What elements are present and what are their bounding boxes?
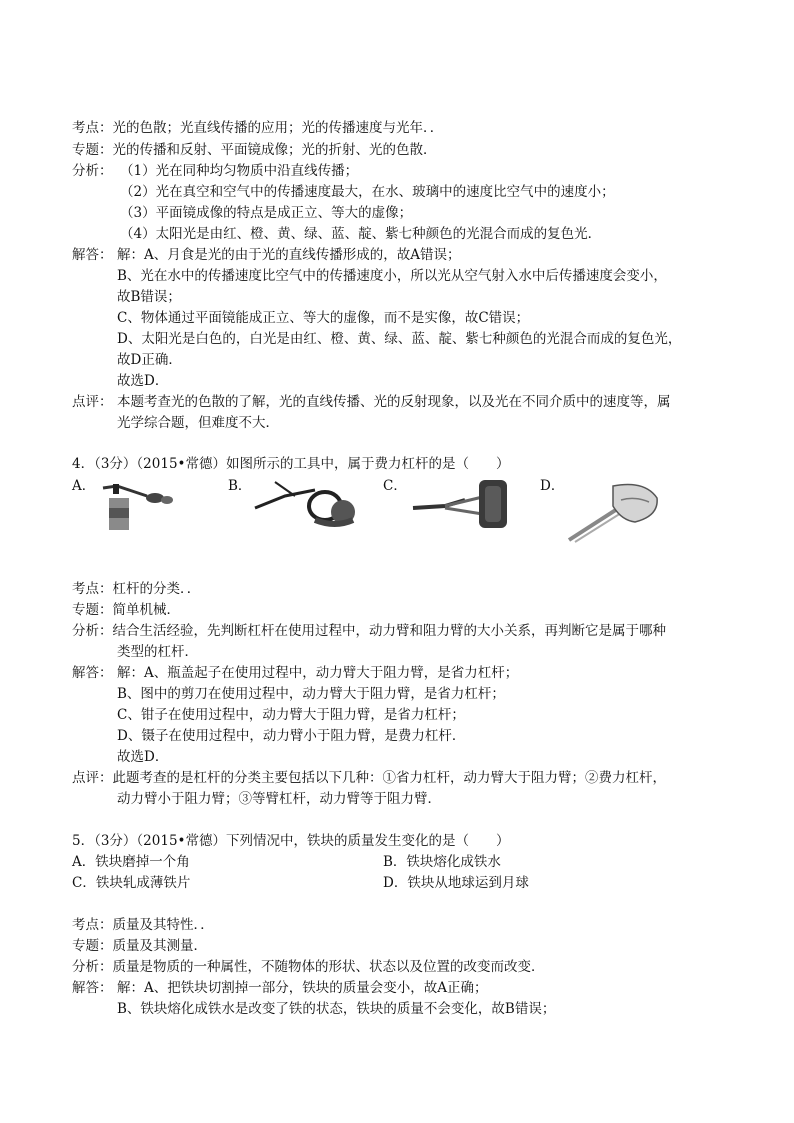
q4-jieda-line: B、图中的剪刀在使用过程中，动力臂大于阻力臂，是省力杠杆；	[117, 686, 505, 702]
q5-zhuanti: 专题：质量及其测量．	[72, 938, 207, 954]
q3-jieda-line: D、太阳光是白色的，白光是由红、橙、黄、绿、蓝、靛、紫七种颜色的光混合而成的复色光，	[117, 331, 682, 347]
q4-option-d-label: D．	[540, 478, 565, 494]
q3-fenxi-label: 分析：	[72, 163, 113, 179]
q4-zhuanti: 专题：简单机械．	[72, 602, 180, 618]
q4-jieda-line: 解：A、瓶盖起子在使用过程中，动力臂大于阻力臂，是省力杠杆；	[117, 665, 519, 681]
q4-jieda-line: C、钳子在使用过程中，动力臂大于阻力臂，是省力杠杆；	[117, 707, 465, 723]
q3-fenxi-line: （2）光在真空和空气中的传播速度最大，在水、玻璃中的速度比空气中的速度小；	[120, 184, 615, 200]
q5-jieda-line: B、铁块熔化成铁水是改变了铁的状态，铁块的质量不会变化，故B错误；	[117, 1001, 556, 1017]
q3-dianping-label: 点评：	[72, 394, 113, 410]
q5-option-c: C．铁块轧成薄铁片	[72, 875, 191, 891]
q3-fenxi-line: （3）平面镜成像的特点是成正立、等大的虚像；	[120, 205, 413, 221]
q5-option-a: A．铁块磨掉一个角	[72, 854, 190, 870]
scissors-image	[245, 476, 360, 534]
q3-fenxi-line: （4）太阳光是由红、橙、黄、绿、蓝、靛、紫七种颜色的光混合而成的复色光．	[120, 226, 602, 242]
q4-dianping-line: 点评：此题考查的是杠杆的分类主要包括以下几种：①省力杠杆，动力臂大于阻力臂；②费力杠杆，	[72, 770, 666, 786]
pliers-image	[405, 476, 520, 534]
q3-dianping-line: 本题考查光的色散的了解，光的直线传播、光的反射现象，以及光在不同介质中的速度等，属	[117, 394, 671, 410]
q4-option-c-label: C．	[383, 478, 407, 494]
q4-jieda-label: 解答：	[72, 665, 113, 681]
q3-fenxi-line: （1）光在同种均匀物质中沿直线传播；	[120, 163, 359, 179]
q3-kaodian: 考点：光的色散；光直线传播的应用；光的传播速度与光年．．	[72, 120, 444, 136]
q4-kaodian: 考点：杠杆的分类．．	[72, 581, 201, 597]
q5-kaodian: 考点：质量及其特性．．	[72, 917, 214, 933]
q4-fenxi-line: 分析：结合生活经验，先判断杠杆在使用过程中，动力臂和阻力臂的大小关系，再判断它是属于哪种	[72, 623, 666, 639]
q5-jieda-line: 解：A、把铁块切割掉一部分，铁块的质量会变小，故A正确；	[117, 980, 488, 996]
q3-jieda-line: B、光在水中的传播速度比空气中的传播速度小，所以光从空气射入水中后传播速度会变小，	[117, 268, 667, 284]
q5-jieda-label: 解答：	[72, 980, 113, 996]
q5-stem: 5．（3分）（2015•常德）下列情况中，铁块的质量发生变化的是（ ）	[72, 833, 510, 849]
q3-jieda-label: 解答：	[72, 247, 113, 263]
q4-dianping-line: 动力臂小于阻力臂；③等臂杠杆，动力臂等于阻力臂．	[117, 791, 441, 807]
q3-jieda-line: 故选D．	[117, 373, 169, 389]
q4-stem: 4．（3分）（2015•常德）如图所示的工具中，属于费力杠杆的是（ ）	[72, 456, 510, 472]
bottle-opener-image	[95, 476, 185, 534]
q4-option-b-label: B．	[228, 478, 252, 494]
q4-jieda-line: 故选D．	[117, 749, 169, 765]
tweezers-image	[565, 476, 665, 546]
q3-zhuanti: 专题：光的传播和反射、平面镜成像；光的折射、光的色散．	[72, 142, 437, 158]
q3-jieda-line: 解：A、月食是光的由于光的直线传播形成的，故A错误；	[117, 247, 461, 263]
q4-fenxi-line: 类型的杠杆．	[117, 644, 198, 660]
q3-dianping-line: 光学综合题，但难度不大．	[117, 415, 279, 431]
q4-option-a-label: A．	[72, 478, 96, 494]
q3-jieda-line: C、物体通过平面镜能成正立、等大的虚像，而不是实像，故C错误；	[117, 310, 530, 326]
q3-jieda-line: 故D正确．	[117, 352, 182, 368]
q3-jieda-line: 故B错误；	[117, 289, 181, 305]
q4-jieda-line: D、镊子在使用过程中，动力臂小于阻力臂，是费力杠杆．	[117, 728, 466, 744]
q5-option-d: D．铁块从地球运到月球	[383, 875, 529, 891]
q5-option-b: B．铁块熔化成铁水	[383, 854, 501, 870]
q5-fenxi: 分析：质量是物质的一种属性，不随物体的形状、状态以及位置的改变而改变．	[72, 959, 545, 975]
